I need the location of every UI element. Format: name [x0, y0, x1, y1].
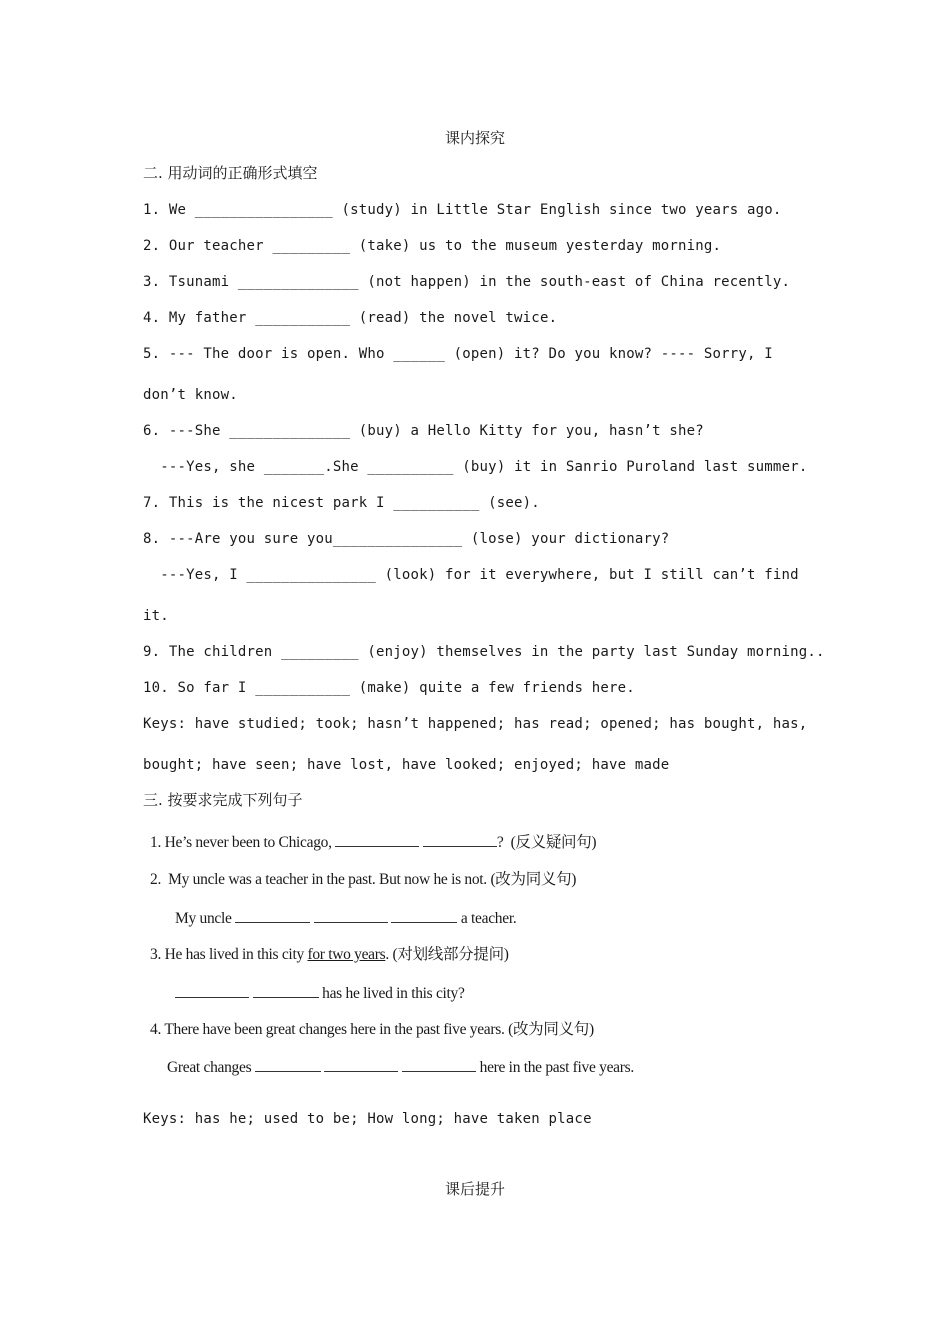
section2-heading: 二. 用动词的正确形式填空 [143, 164, 318, 182]
s3-question-2: 2. My uncle was a teacher in the past. But now he is not. (改为同义句) [150, 871, 577, 888]
answer-blank [335, 832, 419, 847]
s3-question-1: 1. He’s never been to Chicago, ? (反义疑问句) [150, 834, 597, 851]
question-7: 7. This is the nicest park I __________ (see). [143, 495, 540, 511]
section3-heading: 三. 按要求完成下列句子 [143, 791, 303, 809]
underlined-phrase: for two years [307, 946, 386, 963]
s3-question-3: 3. He has lived in this city for two years. (对划线部分提问) [150, 946, 509, 963]
answer-blank [253, 983, 319, 998]
answer-blank [175, 983, 249, 998]
question-1: 1. We ________________ (study) in Little Star English since two years ago. [143, 202, 782, 218]
question-5: 5. --- The door is open. Who ______ (open) it? Do you know? ---- Sorry, I [143, 346, 773, 362]
question-6-reply: ---Yes, she _______.She __________ (buy) it in Sanrio Puroland last summer. [143, 459, 808, 475]
s3-question-4: 4. There have been great changes here in the past five years. (改为同义句) [150, 1021, 594, 1038]
answer-blank [324, 1057, 398, 1072]
question-3: 3. Tsunami ______________ (not happen) in the south-east of China recently. [143, 274, 791, 290]
s3-question-3-answer: has he lived in this city? [175, 983, 465, 1004]
answer-keys-line-1: Keys: have studied; took; hasn’t happened; has read; opened; has bought, has, [143, 716, 808, 732]
answer-blank [235, 908, 310, 923]
question-2: 2. Our teacher _________ (take) us to the museum yesterday morning. [143, 238, 722, 254]
section-title-bottom: 课后提升 [444, 1180, 505, 1198]
answer-blank [402, 1057, 476, 1072]
answer-blank [423, 832, 497, 847]
question-9: 9. The children _________ (enjoy) themselves in the party last Sunday morning.. [143, 644, 825, 660]
answer-blank [391, 908, 457, 923]
section-title-top: 课内探究 [444, 129, 505, 147]
question-5-cont: don’t know. [143, 387, 238, 403]
answer-keys-line-2: bought; have seen; have lost, have looked; enjoyed; have made [143, 757, 670, 773]
question-8-cont: it. [143, 608, 169, 624]
answer-blank [255, 1057, 321, 1072]
question-8: 8. ---Are you sure you_______________ (lose) your dictionary? [143, 531, 670, 547]
question-8-reply: ---Yes, I _______________ (look) for it everywhere, but I still can’t find [143, 567, 799, 583]
s3-question-2-answer: My uncle a teacher. [175, 910, 517, 927]
s3-answer-keys: Keys: has he; used to be; How long; have taken place [143, 1111, 592, 1127]
s3-question-4-answer: Great changes here in the past five years. [167, 1059, 634, 1076]
question-10: 10. So far I ___________ (make) quite a few friends here. [143, 680, 635, 696]
answer-blank [314, 908, 388, 923]
question-4: 4. My father ___________ (read) the novel twice. [143, 310, 558, 326]
question-6: 6. ---She ______________ (buy) a Hello Kitty for you, hasn’t she? [143, 423, 704, 439]
